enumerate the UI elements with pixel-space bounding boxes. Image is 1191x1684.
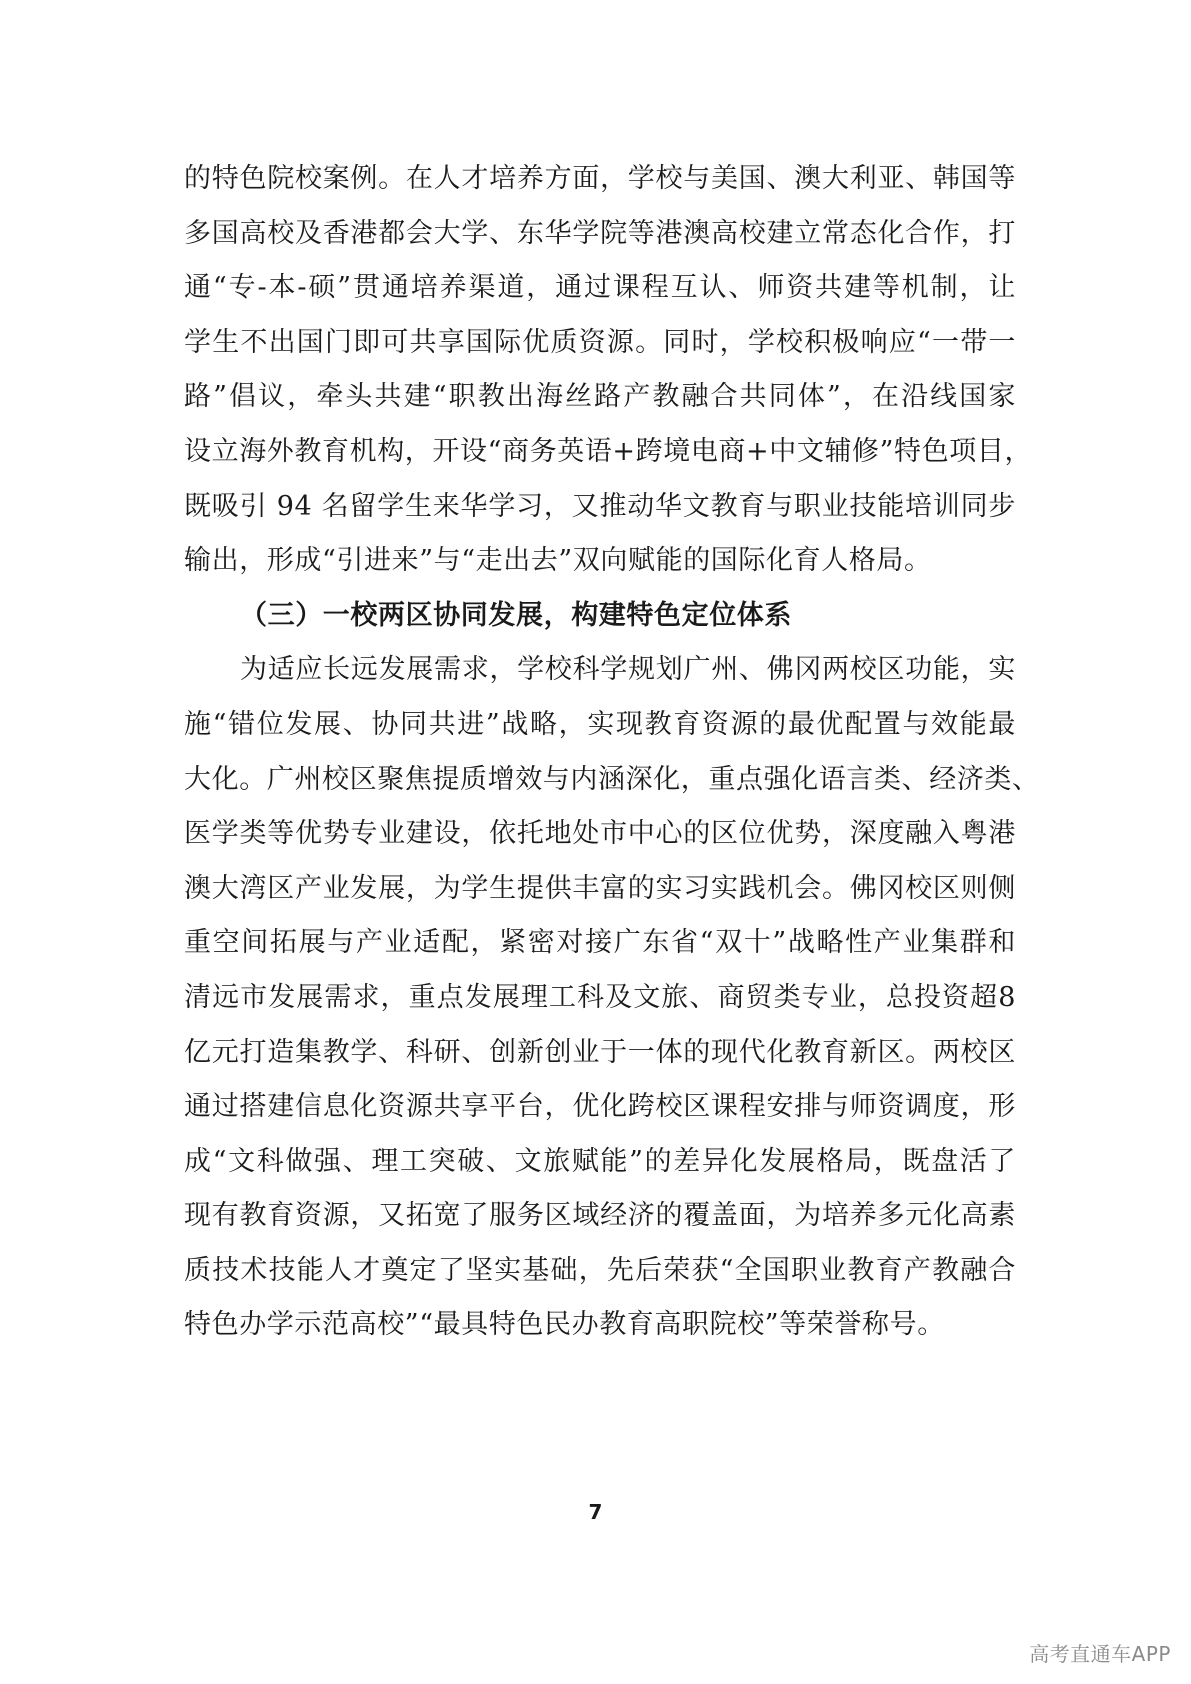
text-line: 为适应长远发展需求，学校科学规划广州、佛冈两校区功能，实 bbox=[240, 654, 1016, 686]
text-line: 通过搭建信息化资源共享平台，优化跨校区课程安排与师资调度，形 bbox=[184, 1091, 1016, 1123]
text-line: 成“文科做强、理工突破、文旅赋能”的差异化发展格局，既盘活了 bbox=[184, 1145, 1016, 1177]
watermark: 高考直通车APP bbox=[1029, 1642, 1171, 1666]
text-line: 亿元打造集教学、科研、创新创业于一体的现代化教育新区。两校区 bbox=[184, 1036, 1016, 1068]
text-line: 清远市发展需求，重点发展理工科及文旅、商贸类专业，总投资超8 bbox=[184, 981, 1016, 1013]
paragraph-two-campuses bbox=[184, 643, 1040, 1353]
text-line: 特色办学示范高校”“最具特色民办教育高职院校”等荣誉称号。 bbox=[184, 1309, 945, 1341]
text-line: 大化。广州校区聚焦提质增效与内涵深化，重点强化语言类、经济类、 bbox=[184, 763, 1040, 795]
text-line: 重空间拓展与产业适配，紧密对接广东省“双十”战略性产业集群和 bbox=[184, 927, 1016, 959]
text-line: 的特色院校案例。在人才培养方面，学校与美国、澳大利亚、韩国等 bbox=[184, 163, 1016, 194]
text-line: 医学类等优势专业建设，依托地处市中心的区位优势，深度融入粤港 bbox=[184, 818, 1016, 850]
text-line: 通“专-本-硕”贯通培养渠道，通过课程互认、师资共建等机制，让 bbox=[184, 272, 1016, 304]
text-line: 设立海外教育机构，开设“商务英语+跨境电商+中文辅修”特色项目， bbox=[184, 435, 1033, 467]
document-body bbox=[184, 152, 1040, 1353]
text-line: 学生不出国门即可共享国际优质资源。同时，学校积极响应“一带一 bbox=[184, 326, 1016, 358]
text-line: 路”倡议，牵头共建“职教出海丝路产教融合共同体”，在沿线国家 bbox=[184, 381, 1016, 413]
text-line: 输出，形成“引进来”与“走出去”双向赋能的国际化育人格局。 bbox=[184, 545, 932, 577]
text-line: 多国高校及香港都会大学、东华学院等港澳高校建立常态化合作，打 bbox=[184, 217, 1016, 249]
text-line: 既吸引 94 名留学生来华学习，又推动华文教育与职业技能培训同步 bbox=[184, 490, 1016, 522]
text-line: 澳大湾区产业发展，为学生提供丰富的实习实践机会。佛冈校区则侧 bbox=[184, 872, 1016, 904]
text-line: 现有教育资源，又拓宽了服务区域经济的覆盖面，为培养多元化高素 bbox=[184, 1200, 1016, 1232]
text-line: 施“错位发展、协同共进”战略，实现教育资源的最优配置与效能最 bbox=[184, 708, 1016, 740]
page-number: 7 bbox=[588, 1500, 603, 1524]
text-line: 质技术技能人才奠定了坚实基础，先后荣获“全国职业教育产教融合 bbox=[184, 1254, 1016, 1286]
paragraph-international-cooperation bbox=[184, 152, 1033, 589]
section-heading: （三）一校两区协同发展，构建特色定位体系 bbox=[240, 599, 792, 631]
